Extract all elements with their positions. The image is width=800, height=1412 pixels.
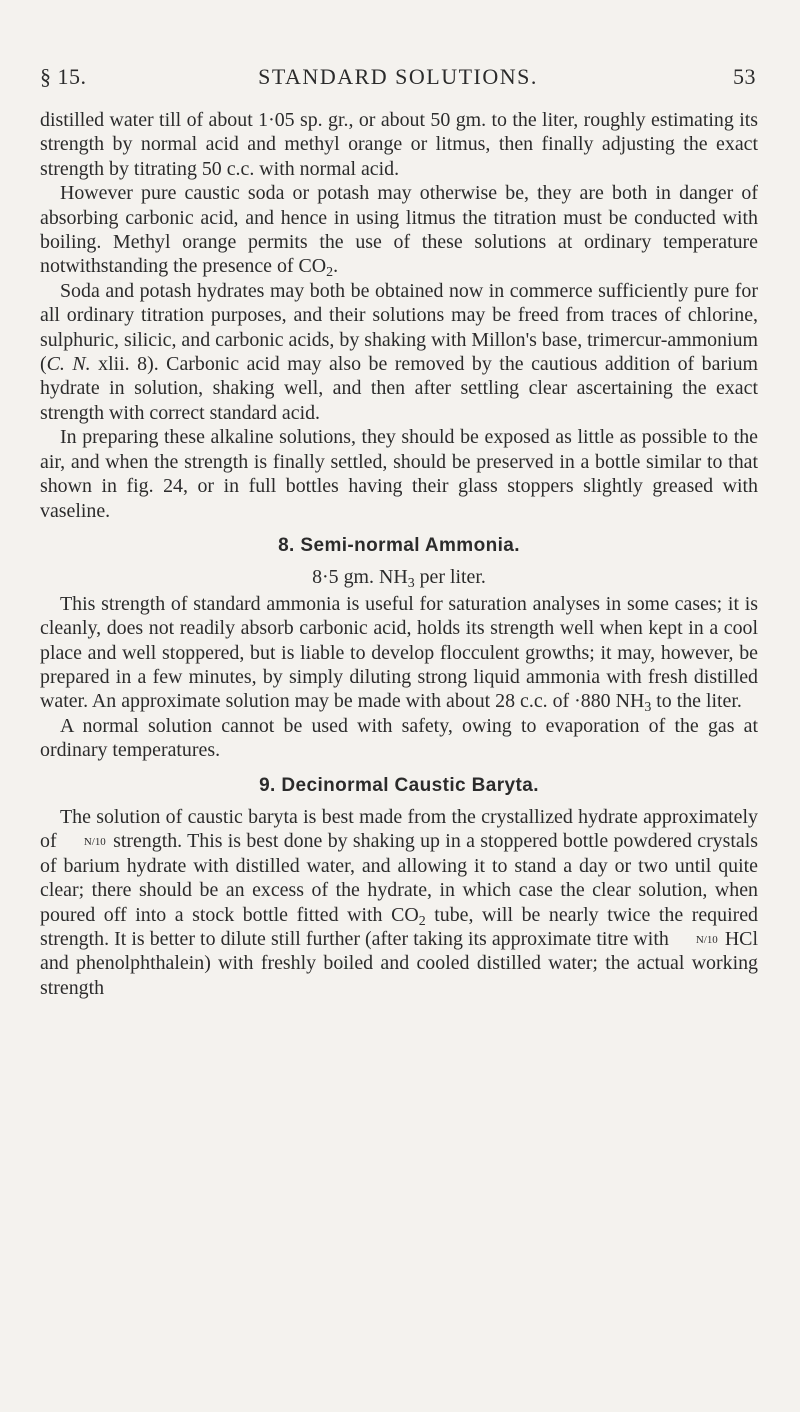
heading-semi-normal-ammonia: 8. Semi-normal Ammonia. [278,534,520,556]
paragraph-preservation: In preparing these alkaline solutions, they should be exposed as little as possible to the air, and when the strength is finally settled, should be preserved in a bottle similar to that shown in fig. 24, or in full bottles having their glass stoppers slightly greased with vaseline. [40,426,758,522]
paragraph-normal-solution: A normal solution cannot be used with safety, owing to evaporation of the gas at ordinary temperatures. [40,714,758,762]
heading-decinormal-baryta: 9. Decinormal Caustic Baryta. [259,774,539,796]
paragraph-text: . [333,255,339,278]
paragraph-text: Soda and potash hydrates may both be obtained now in commerce sufficiently pure for all ordinary titration purposes, and their solutions may be freed from traces of chlorine, sulphuric, silicic, and carbonic acids, by shaking with Millon's base, trimercur-ammonium ( [40,279,758,376]
paragraph-text: HCl and phenolphthalein) with freshly boiled and cooled distilled water; the actual working strength [40,928,758,999]
running-header [40,64,756,96]
subscript: 2 [418,913,426,929]
paragraph-text: to the liter. [651,690,742,713]
page-number: 53 [733,64,756,89]
paragraph-continuation: distilled water till of about 1·05 sp. gr., or about 50 gm. to the liter, roughly estimating its strength by normal acid and methyl orange or litmus, then finally adjusting the exact strength by titrating 50 c.c. with normal acid. [40,109,758,180]
subscript: 3 [407,576,415,592]
paragraph-text: The solution of caustic baryta is best made from the crystallized hydrate approximately of [40,805,758,853]
running-title: STANDARD SOLUTIONS. [258,64,538,89]
page-body [40,108,758,1000]
paragraph-text: However pure caustic soda or potash may otherwise be, they are both in danger of absorbing carbonic acid, and hence in using litmus the titration must be conducted with boiling. Methyl orange permits the use of these solutions at ordinary temperature notwithstanding the presence of CO [40,182,758,278]
fraction: N/10 [83,836,106,849]
citation: C. N. [46,353,91,376]
subscript: 3 [644,700,652,716]
formula-text: 8·5 gm. NH [312,566,408,589]
paragraph-text: tube, will be nearly twice the required strength. It is better to dilute still further (after taking its approximate titre with [40,903,758,950]
formula-text: per liter. [414,566,486,589]
section-number: § 15. [40,64,87,89]
paragraph-ammonia-strength [40,592,758,714]
paragraph-commercial-hydrates [40,279,758,425]
paragraph-text: This strength of standard ammonia is useful for saturation analyses in some cases; it is cleanly, does not readily absorb carbonic acid, holds its strength well when kept in a cool place and well stoppered, but is liable to develop flocculent growths; it may, however, be prepared in a few minutes, by simply diluting strong liquid ammonia with fresh distilled water. An approximate solution may be made with about 28 c.c. of ·880 NH [40,592,758,713]
paragraph-carbonic-acid [40,181,758,279]
paragraph-text: strength. This is best done by shaking up in a stoppered bottle powdered crystals of barium hydrate with distilled water, and allowing it to stand a day or two until quite clear; there should be an excess of the hydrate, in which case the clear solution, when poured off into a stock bottle fitted with CO [40,830,758,926]
formula-ammonia [40,565,758,592]
subscript: 2 [326,265,334,281]
paragraph-baryta [40,805,758,1000]
fraction: N/10 [695,933,718,946]
paragraph-text: xlii. 8). Carbonic acid may also be removed by the cautious addition of barium hydrate in solution, shaking well, and then after settling clear ascertaining the exact strength with correct standard acid. [40,353,759,424]
